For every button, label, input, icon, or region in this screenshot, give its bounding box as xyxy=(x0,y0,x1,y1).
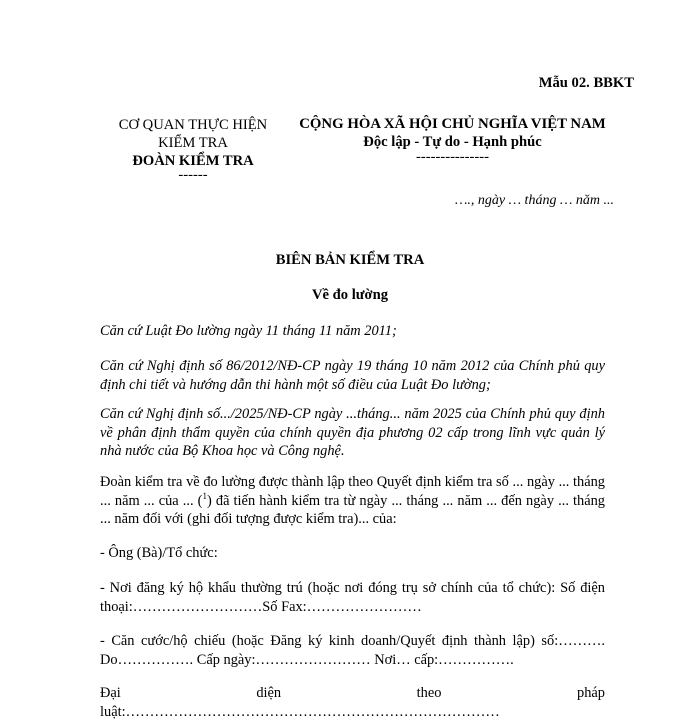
document-subtitle: Về đo lường xyxy=(311,287,389,303)
footnote-ref: 1 xyxy=(202,490,207,501)
form-code: Mẫu 02. BBKT xyxy=(538,75,634,91)
date-line: …., ngày … tháng … năm ... xyxy=(454,193,614,208)
legal-basis-2: Căn cứ Nghị định số 86/2012/NĐ-CP ngày 19 tháng 10 năm 2012 của Chính phủ quy định chi tiết và hướng dẫn thi hành một số điều của Luật Đo lường; xyxy=(100,358,605,393)
legal-rep-field: Đại diện theo pháp luật:…………………………………………………………………… xyxy=(100,685,605,720)
residence-field: - Nơi đăng ký hộ khẩu thường trú (hoặc nơi đóng trụ sở chính của tổ chức): Số điện thoại:………………………Số Fax:…………………… xyxy=(100,580,605,615)
document-title: BIÊN BẢN KIỂM TRA xyxy=(275,252,425,268)
id-card-field: - Căn cước/hộ chiếu (hoặc Đăng ký kinh doanh/Quyết định thành lập) số:………. Do……………. Cấp ngày:…………………… Nơi… cấp:……………. xyxy=(100,633,605,668)
agency-line1: CƠ QUAN THỰC HIỆN xyxy=(118,117,268,133)
legal-basis-1: Căn cứ Luật Đo lường ngày 11 tháng 11 năm 2011; xyxy=(100,323,397,339)
republic-motto: Độc lập - Tự do - Hạnh phúc xyxy=(363,134,542,150)
person-org-field: - Ông (Bà)/Tổ chức: xyxy=(100,545,218,561)
republic-name: CỘNG HÒA XÃ HỘI CHỦ NGHĨA VIỆT NAM xyxy=(299,116,606,132)
agency-line2: KIỂM TRA xyxy=(158,135,228,151)
agency-line3: ĐOÀN KIỂM TRA xyxy=(132,153,254,169)
agency-separator: ------ xyxy=(178,167,208,183)
legal-basis-3: Căn cứ Nghị định số.../2025/NĐ-CP ngày ...tháng... năm 2025 của Chính phủ quy định về phân định thẩm quyền của chính quyền địa phương 02 cấp trong lĩnh vực quản lý nhà nước của Bộ Khoa học và Công nghệ. xyxy=(100,406,605,459)
republic-separator: --------------- xyxy=(416,149,489,165)
intro-paragraph xyxy=(100,473,605,529)
intro-part1: Đoàn kiểm tra về đo lường được thành lập theo Quyết định kiểm tra số ... ngày ... tháng ... năm ... của ... ( xyxy=(100,474,605,509)
intro-part2: ) đã tiến hành kiểm tra từ ngày ... tháng ... năm ... đến ngày ... tháng ... năm đối với (ghi đối tượng được kiểm tra)... của: xyxy=(100,492,606,527)
